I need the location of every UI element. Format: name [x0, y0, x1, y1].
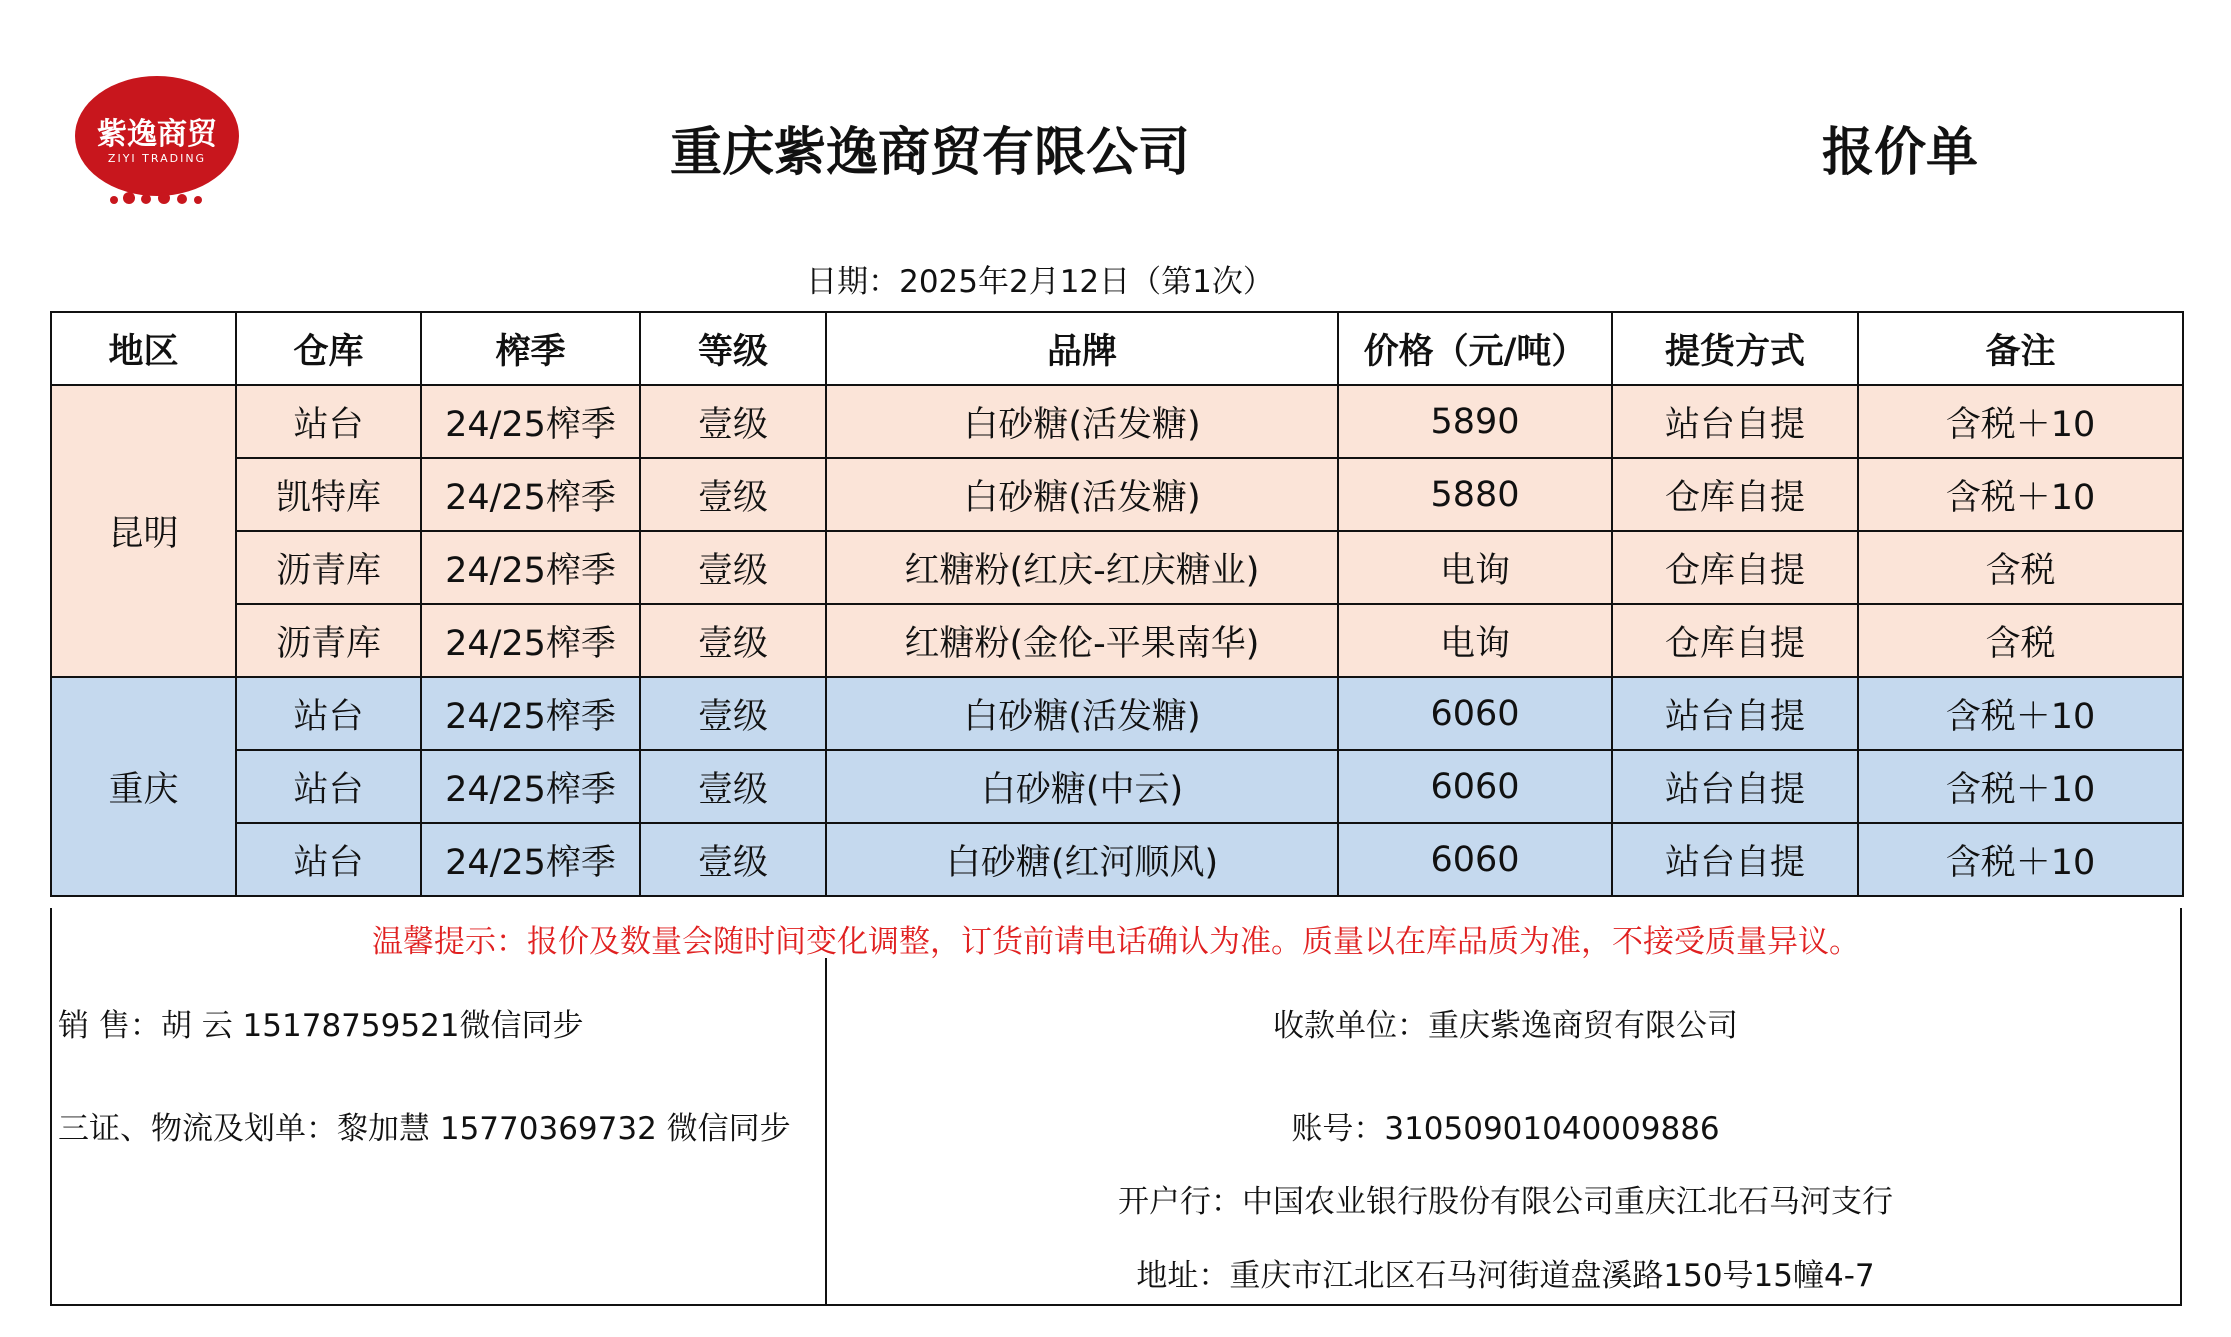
logo-text: 紫逸商贸 — [97, 117, 217, 152]
remark-cell: 含税＋10 — [1858, 458, 2183, 531]
price-cell: 6060 — [1338, 823, 1612, 896]
region-cell: 昆明 — [51, 385, 236, 677]
price-cell: 6060 — [1338, 750, 1612, 823]
season-cell: 24/25榨季 — [421, 823, 640, 896]
header-grade: 等级 — [640, 312, 826, 385]
price-table — [50, 311, 2184, 897]
grade-cell: 壹级 — [640, 677, 826, 750]
remark-cell: 含税＋10 — [1858, 385, 2183, 458]
pickup-cell: 站台自提 — [1612, 823, 1858, 896]
grade-cell: 壹级 — [640, 823, 826, 896]
header-warehouse: 仓库 — [236, 312, 421, 385]
pickup-cell: 站台自提 — [1612, 385, 1858, 458]
warehouse-cell: 沥青库 — [236, 531, 421, 604]
brand-cell: 白砂糖(活发糖) — [826, 458, 1338, 531]
header-season: 榨季 — [421, 312, 640, 385]
region-cell: 重庆 — [51, 677, 236, 896]
sales-contact: 销 售：胡 云 15178759521微信同步 — [58, 1008, 584, 1044]
warehouse-cell: 站台 — [236, 823, 421, 896]
table-row — [51, 823, 2183, 896]
pickup-cell: 仓库自提 — [1612, 531, 1858, 604]
grade-cell: 壹级 — [640, 458, 826, 531]
company-title: 重庆紫逸商贸有限公司 — [669, 123, 1190, 183]
warehouse-cell: 站台 — [236, 385, 421, 458]
logo-subtext: ZIYI TRADING — [107, 152, 207, 165]
pickup-cell: 站台自提 — [1612, 677, 1858, 750]
header-price: 价格（元/吨） — [1338, 312, 1612, 385]
grade-cell: 壹级 — [640, 604, 826, 677]
price-cell: 6060 — [1338, 677, 1612, 750]
logistics-contact: 三证、物流及划单：黎加慧 15770369732 微信同步 — [58, 1111, 791, 1147]
table-row — [51, 604, 2183, 677]
brand-cell: 白砂糖(中云) — [826, 750, 1338, 823]
season-cell: 24/25榨季 — [421, 604, 640, 677]
price-cell: 5890 — [1338, 385, 1612, 458]
account-number: 账号：31050901040009886 — [1291, 1111, 1720, 1147]
company-logo — [74, 74, 240, 206]
warehouse-cell: 站台 — [236, 750, 421, 823]
remark-cell: 含税＋10 — [1858, 677, 2183, 750]
pickup-cell: 站台自提 — [1612, 750, 1858, 823]
header-pickup: 提货方式 — [1612, 312, 1858, 385]
brand-cell: 白砂糖(红河顺风) — [826, 823, 1338, 896]
season-cell: 24/25榨季 — [421, 385, 640, 458]
season-cell: 24/25榨季 — [421, 750, 640, 823]
warm-notice: 温馨提示：报价及数量会随时间变化调整，订货前请电话确认为准。质量以在库品质为准，不接受质量异议。 — [372, 924, 1860, 960]
remark-cell: 含税＋10 — [1858, 823, 2183, 896]
brand-cell: 红糖粉(红庆-红庆糖业) — [826, 531, 1338, 604]
price-cell: 5880 — [1338, 458, 1612, 531]
grade-cell: 壹级 — [640, 531, 826, 604]
table-row — [51, 531, 2183, 604]
brand-cell: 白砂糖(活发糖) — [826, 677, 1338, 750]
table-row — [51, 385, 2183, 458]
table-header-row — [51, 312, 2183, 385]
price-cell: 电询 — [1338, 531, 1612, 604]
header-region: 地区 — [51, 312, 236, 385]
warehouse-cell: 站台 — [236, 677, 421, 750]
document-title: 报价单 — [1821, 123, 1978, 183]
bank-info: 开户行：中国农业银行股份有限公司重庆江北石马河支行 — [1118, 1184, 1893, 1220]
price-cell: 电询 — [1338, 604, 1612, 677]
warehouse-cell: 凯特库 — [236, 458, 421, 531]
season-cell: 24/25榨季 — [421, 458, 640, 531]
grade-cell: 壹级 — [640, 385, 826, 458]
address-info: 地址：重庆市江北区石马河街道盘溪路150号15幢4-7 — [1136, 1258, 1875, 1294]
brand-cell: 红糖粉(金伦-平果南华) — [826, 604, 1338, 677]
remark-cell: 含税＋10 — [1858, 750, 2183, 823]
pickup-cell: 仓库自提 — [1612, 458, 1858, 531]
header-brand: 品牌 — [826, 312, 1338, 385]
season-cell: 24/25榨季 — [421, 677, 640, 750]
remark-cell: 含税 — [1858, 531, 2183, 604]
payee-info: 收款单位：重庆紫逸商贸有限公司 — [1273, 1008, 1738, 1044]
quote-date: 日期：2025年2月12日（第1次） — [806, 264, 1274, 300]
remark-cell: 含税 — [1858, 604, 2183, 677]
table-row — [51, 458, 2183, 531]
grade-cell: 壹级 — [640, 750, 826, 823]
table-row — [51, 677, 2183, 750]
brand-cell: 白砂糖(活发糖) — [826, 385, 1338, 458]
warehouse-cell: 沥青库 — [236, 604, 421, 677]
pickup-cell: 仓库自提 — [1612, 604, 1858, 677]
footer-panel — [50, 908, 2182, 1306]
table-row — [51, 750, 2183, 823]
season-cell: 24/25榨季 — [421, 531, 640, 604]
header-remark: 备注 — [1858, 312, 2183, 385]
